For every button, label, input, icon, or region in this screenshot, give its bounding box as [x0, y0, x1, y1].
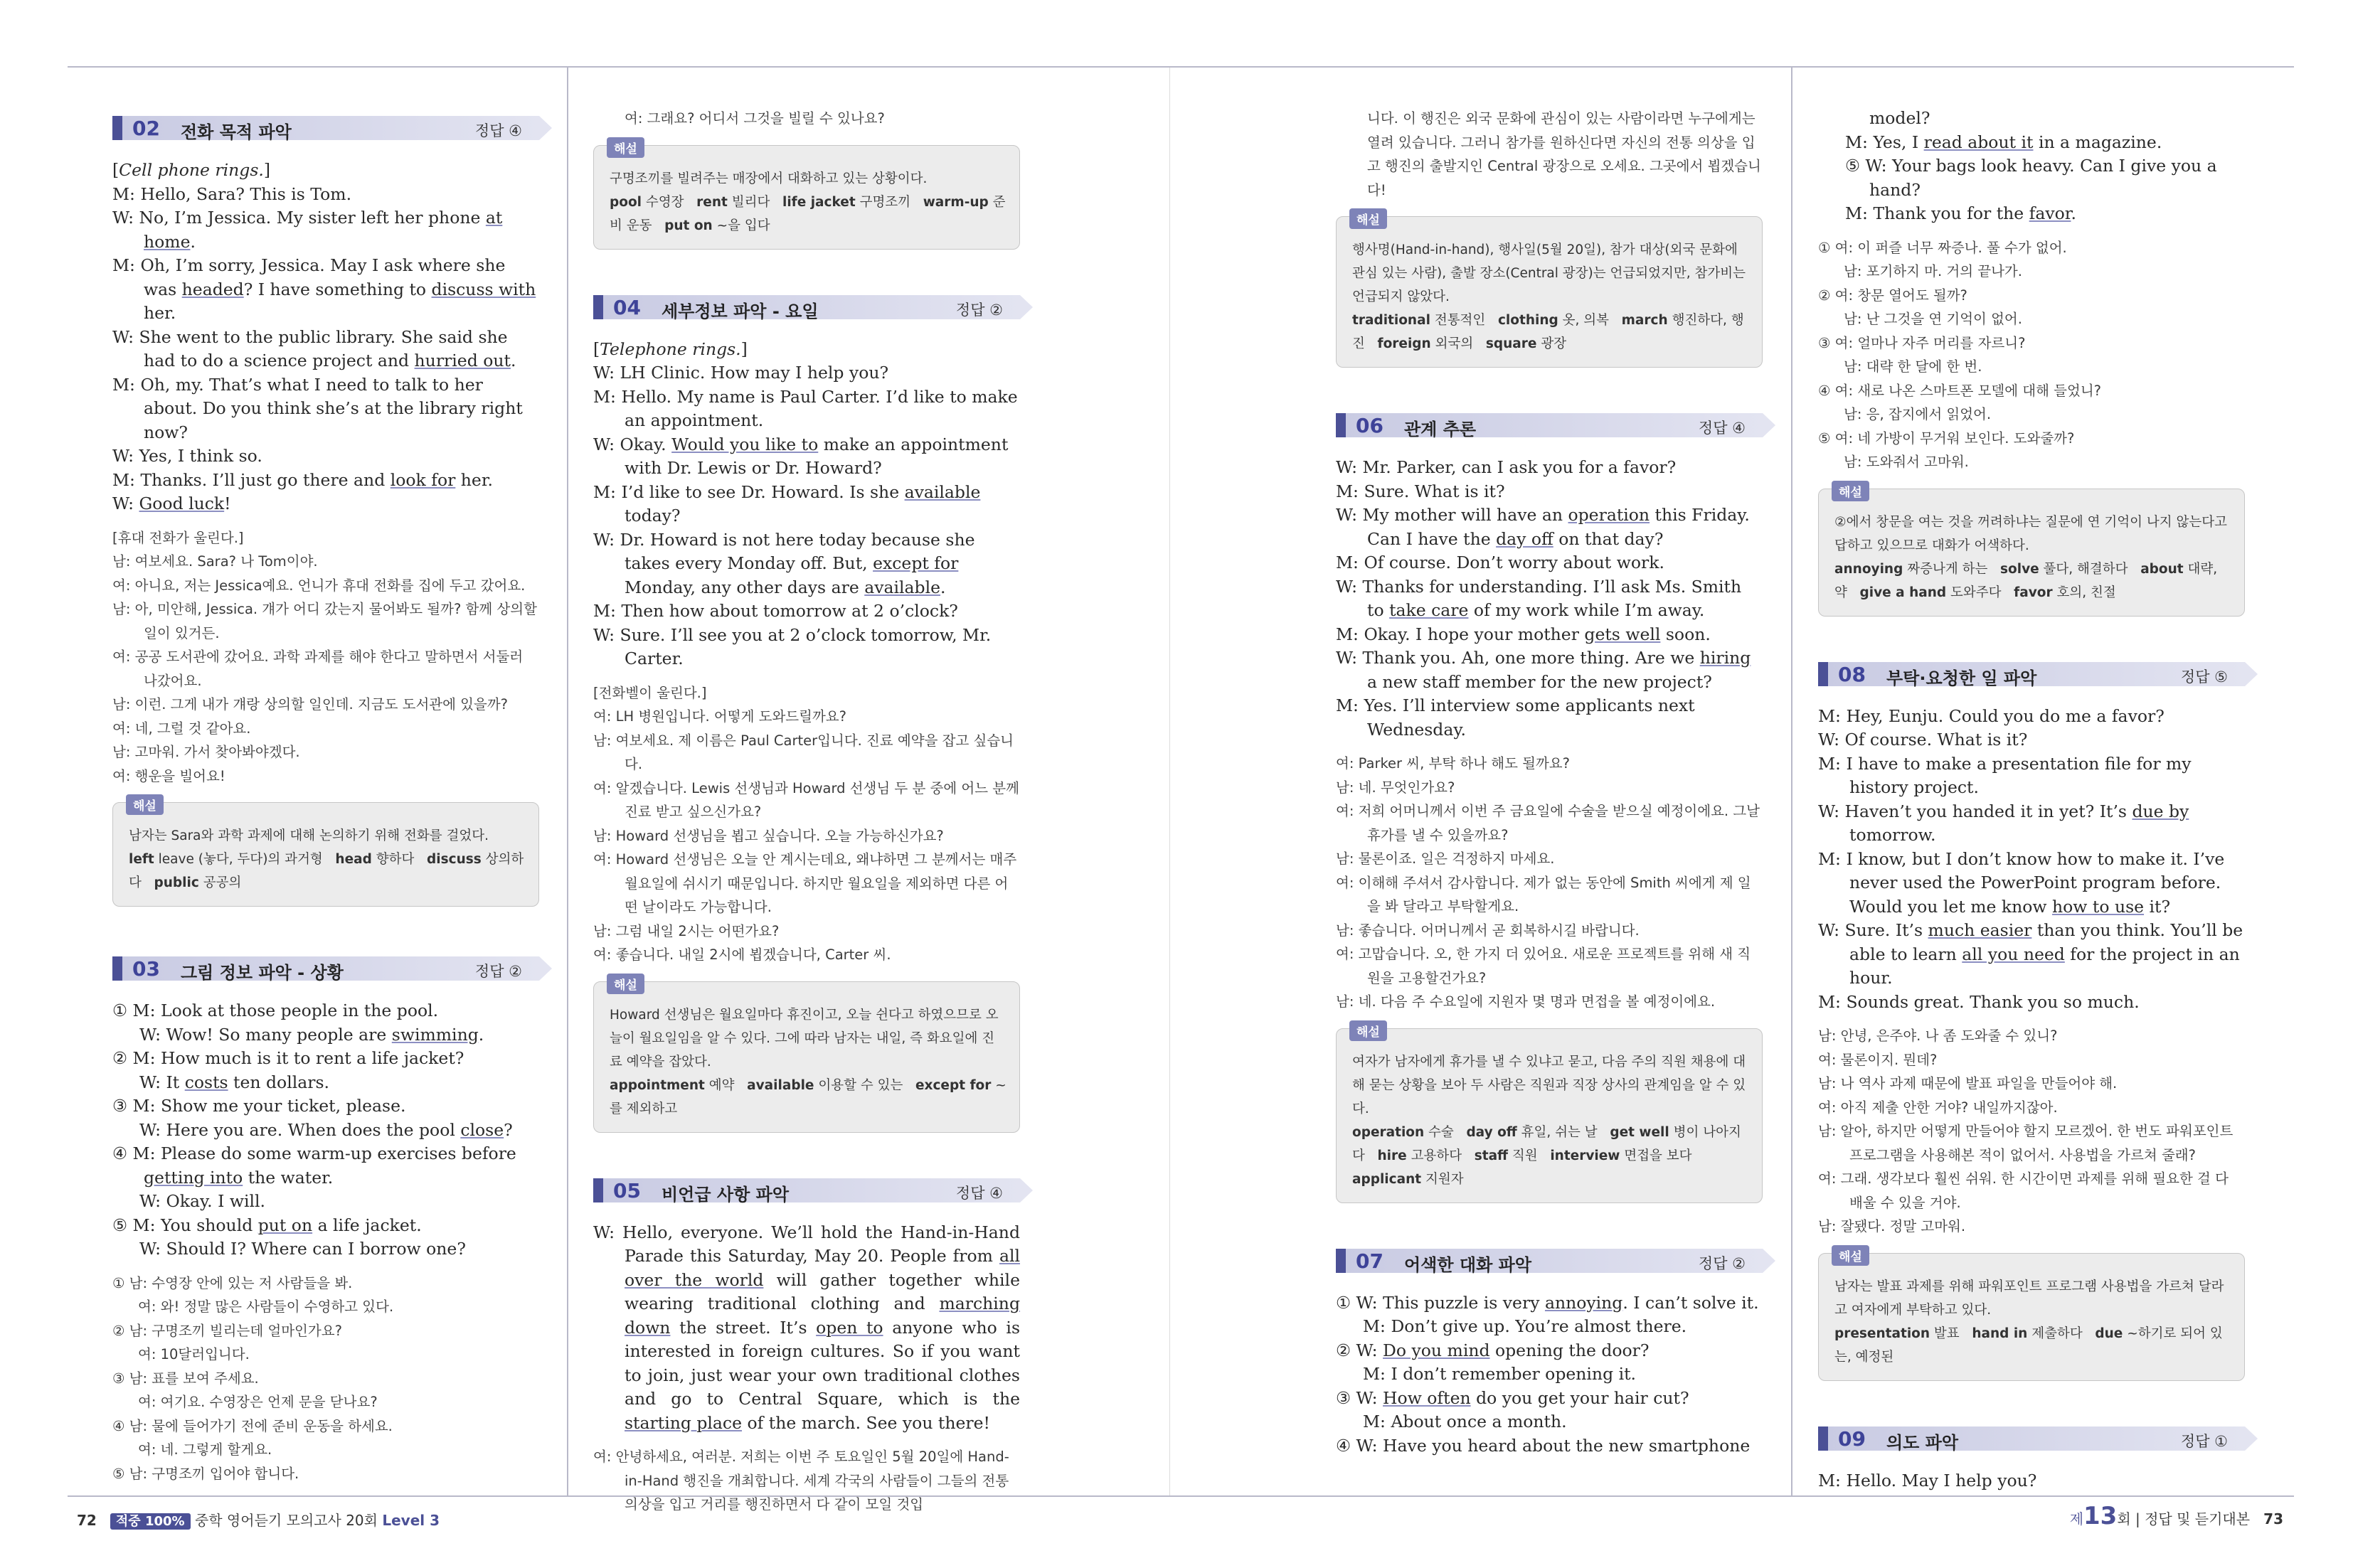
column-1: [112, 103, 539, 1486]
sec08-script: [1818, 705, 2245, 1015]
column-divider-left: [567, 68, 568, 1495]
script-line: 남: 여보세요. 제 이름은 Paul Carter입니다. 진료 예약을 잡고 싶습니다.: [593, 732, 1014, 772]
script-line: W: Thank you. Ah, one more thing. Are we hiring a new staff member for the new project?: [1336, 648, 1751, 692]
script-line: ④ 남: 물에 들어가기 전에 준비 운동을 하세요.: [112, 1417, 393, 1434]
script-line: [휴대 전화가 울린다.]: [112, 529, 244, 546]
section-03-header: [112, 956, 539, 981]
sec04-script: [593, 338, 1020, 671]
script-line: M: Thanks. I’ll just go there and look for her.: [112, 469, 493, 490]
explanation-tag: 해설: [1349, 1020, 1387, 1041]
script-line: W: No, I’m Jessica. My sister left her phone at home.: [112, 208, 503, 252]
script-line: M: Okay. I hope your mother gets well soon.: [1336, 624, 1711, 644]
sec06-script: [1336, 456, 1763, 742]
script-line: 남: Howard 선생님을 뵙고 싶습니다. 오늘 가능하신가요?: [593, 827, 944, 844]
script-line: M: I’d like to see Dr. Howard. Is she available today?: [593, 481, 981, 526]
sec03-script: [112, 999, 539, 1262]
section-title: 관계 추론: [1404, 420, 1477, 439]
script-line: 여: Howard 선생님은 오늘 안 계시는데요, 왜냐하면 그 분께서는 매주 월요일에 쉬시기 때문입니다. 하지만 월요일을 제외하면 다른 어떤 날이라도 가능합니다.: [593, 851, 1017, 915]
script-line: M: Yes, I read about it in a magazine.: [1845, 132, 2162, 152]
vocab-list: presentation 발표 hand in 제출하다 due ~하기로 되어 있는, 예정된: [1834, 1326, 2223, 1365]
script-line: W: Dr. Howard is not here today because she takes every Monday off. But, except for Monday, any other days are available.: [593, 529, 975, 597]
script-line: 여: 물론이지. 뭔데?: [1818, 1051, 1938, 1068]
section-title: 어색한 대화 파악: [1404, 1254, 1531, 1275]
script-line: 남: 알아, 하지만 어떻게 만들어야 할지 모르겠어. 한 번도 파워포인트 프로그램을 사용해본 적이 없어서. 사용법을 가르쳐 줄래?: [1818, 1123, 2234, 1163]
script-line: 여: Parker 씨, 부탁 하나 해도 될까요?: [1336, 755, 1570, 772]
script-line: model?: [1869, 108, 1930, 128]
page-number-left: 72: [77, 1512, 97, 1529]
section-number: 05: [613, 1178, 641, 1202]
script-line: 여: 저희 어머니께서 이번 주 금요일에 수술을 받으실 예정이에요. 그날 휴가를 낼 수 있을까요?: [1336, 803, 1760, 843]
section-number: 07: [1356, 1249, 1383, 1273]
script-line: [Cell phone rings.]: [112, 160, 271, 180]
answer-label: 정답 ⑤: [2180, 668, 2228, 686]
section-number: 04: [613, 295, 641, 319]
script-line: 여: 고맙습니다. 오, 한 가지 더 있어요. 새로운 프로젝트를 위해 새 직원을 고용할건가요?: [1336, 946, 1751, 986]
script-line: M: Of course. Don’t worry about work.: [1336, 553, 1664, 572]
script-line: [Telephone rings.]: [593, 338, 748, 359]
script-line: 여: 안녕하세요, 여러분. 저희는 이번 주 토요일인 5월 20일에 Hand-in-Hand 행진을 개최합니다. 세계 각국의 사람들이 그들의 전통 의상을 입고 거리를 행진하면서 다 같이 모일 것입: [593, 1449, 1009, 1513]
section-title: 부탁·요청한 일 파악: [1886, 668, 2037, 688]
script-line: 남: 도와줘서 고마워.: [1844, 454, 1969, 470]
script-line: ③ M: Show me your ticket, please.: [112, 1096, 406, 1116]
explanation-tag: 해설: [1349, 208, 1387, 229]
explanation-box-06: [1336, 1025, 1763, 1203]
script-line: 남: 대략 한 달에 한 번.: [1844, 358, 1982, 375]
script-line: 여: 공공 도서관에 갔어요. 과학 과제를 해야 한다고 말하면서 서둘러 나갔어요.: [112, 649, 524, 689]
script-line: 남: 물론이죠. 일은 걱정하지 마세요.: [1336, 850, 1555, 867]
script-line: W: Sure. It’s much easier than you think. You’ll be able to learn all you need for the project in an hour.: [1818, 920, 2243, 988]
explanation-box-02: [112, 799, 539, 907]
column-3: [1336, 107, 1763, 1458]
script-line: M: I don’t remember opening it.: [1363, 1364, 1637, 1384]
vocab-list: appointment 예약 available 이용할 수 있는 except for ~를 제외하고: [610, 1077, 1006, 1116]
script-line: M: I have to make a presentation file for my history project.: [1818, 753, 2192, 797]
explanation-text: 구명조끼를 빌려주는 매장에서 대화하고 있는 상황이다.: [610, 171, 928, 186]
vocab-list: pool 수영장 rent 빌리다 life jacket 구명조끼 warm-up 준비 운동 put on ~을 입다: [610, 194, 1006, 233]
script-line: W: Okay. I will.: [139, 1191, 265, 1211]
script-line: 남: 그럼 내일 2시는 어떤가요?: [593, 922, 780, 939]
explanation-box-08: [1818, 1249, 2245, 1381]
script-line: 여: 아니요, 저는 Jessica예요. 언니가 휴대 전화를 집에 두고 갔어요.: [112, 577, 526, 594]
section-04-header: [593, 295, 1020, 319]
script-line: 남: 포기하지 마. 거의 끝나가.: [1844, 263, 2022, 279]
script-line: W: Haven’t you handed it in yet? It’s due by tomorrow.: [1818, 801, 2189, 845]
script-line: M: Thank you for the favor.: [1845, 203, 2076, 223]
explanation-box-04: [593, 978, 1020, 1133]
section-07-header: [1336, 1249, 1763, 1273]
footer-right: [2070, 1502, 2283, 1530]
book-title: 중학 영어듣기 모의고사 20회: [194, 1512, 378, 1529]
script-line: 남: 나 역사 과제 때문에 발표 파일을 만들어야 해.: [1818, 1075, 2118, 1092]
vocab-list: annoying 짜증나게 하는 solve 풀다, 해결하다 about 대략, 약 give a hand 도와주다 favor 호의, 친절: [1834, 561, 2218, 600]
script-line: W: Okay. Would you like to make an appointment with Dr. Lewis or Dr. Howard?: [593, 434, 1009, 478]
script-line: ③ 남: 표를 보여 주세요.: [112, 1370, 259, 1387]
explanation-tag: 해설: [607, 137, 644, 158]
explanation-tag: 해설: [1832, 1245, 1869, 1266]
script-line: 남: 난 그것을 연 기억이 없어.: [1844, 311, 2022, 327]
sec08-translation: [1818, 1024, 2245, 1239]
vocab-list: traditional 전통적인 clothing 옷, 의복 march 행진하다, 행진 foreign 외국의 square 광장: [1352, 313, 1744, 351]
explanation-tag: 해설: [1832, 481, 1869, 501]
section-title: 의도 파악: [1886, 1432, 1959, 1453]
answer-label: 정답 ④: [1698, 420, 1746, 437]
script-line: 여: 10달러입니다.: [138, 1346, 250, 1362]
script-line: M: Hello. May I help you?: [1818, 1470, 2037, 1490]
answer-label: 정답 ①: [2180, 1432, 2228, 1450]
round-prefix: 제: [2069, 1510, 2084, 1527]
section-title: 세부정보 파악 - 요일: [662, 301, 819, 321]
script-line: M: Hey, Eunju. Could you do me a favor?: [1818, 705, 2165, 726]
script-line: ③ 여: 얼마나 자주 머리를 자르니?: [1818, 334, 2026, 351]
script-line: M: Sounds great. Thank you so much.: [1818, 991, 2140, 1012]
script-line: ④ W: Have you heard about the new smartphone: [1336, 1435, 1751, 1456]
explanation-box-07: [1818, 485, 2245, 617]
script-line: ⑤ 여: 네 가방이 무거워 보인다. 도와줄까?: [1818, 430, 2075, 447]
script-line: W: She went to the public library. She said she had to do a science project and hurried out.: [112, 326, 516, 370]
sec02-translation: [112, 526, 539, 789]
explanation-tag: 해설: [126, 794, 164, 815]
section-09-header: [1818, 1426, 2245, 1451]
explanation-text: Howard 선생님은 월요일마다 휴진이고, 오늘 쉰다고 하였으므로 오늘이 월요일임을 알 수 있다. 그에 따라 남자는 내일, 즉 화요일에 진료 예약을 잡았다.: [610, 1007, 999, 1070]
section-08-header: [1818, 662, 2245, 686]
series-badge: 적중 100%: [110, 1513, 191, 1530]
sec09-script: [1818, 1469, 2245, 1493]
script-line: 남: 좋습니다. 어머니께서 곧 회복하시길 바랍니다.: [1336, 922, 1640, 939]
script-line: 여: 아직 제출 안한 거야? 내일까지잖아.: [1818, 1099, 2058, 1116]
gutter: [1169, 68, 1170, 1495]
script-line: ⑤ W: Your bags look heavy. Can I give you a hand?: [1845, 156, 2217, 200]
answer-label: 정답 ④: [474, 122, 522, 139]
script-line: ① 여: 이 퍼즐 너무 짜증나. 풀 수가 없어.: [1818, 239, 2067, 256]
explanation-tag: 해설: [607, 974, 644, 994]
sec07-continued: [1818, 107, 2245, 226]
explanation-text: 행사명(Hand-in-hand), 행사일(5월 20일), 참가 대상(외국 문화에 관심 있는 사람), 출발 장소(Central 광장)는 언급되었지만, 참가비는 언급되지 않았다.: [1352, 242, 1746, 304]
section-number: 09: [1838, 1426, 1866, 1451]
section-05-header: [593, 1178, 1020, 1205]
script-line: 여: 알겠습니다. Lewis 선생님과 Howard 선생님 두 분 중에 어느 분께 진료 받고 싶으신가요?: [593, 779, 1019, 820]
script-line: 여: 여기요. 수영장은 언제 문을 닫나요?: [138, 1394, 378, 1410]
sec05-translation: [593, 1445, 1020, 1517]
sec05-script: [593, 1221, 1020, 1436]
page-number-right: 73: [2263, 1510, 2283, 1527]
script-line: M: About once a month.: [1363, 1412, 1567, 1431]
script-line: W: Good luck!: [112, 494, 231, 513]
top-rule: [68, 66, 2294, 68]
script-line: 여: 행운을 빌어요!: [112, 767, 225, 784]
column-divider-right: [1791, 68, 1792, 1495]
script-line: ② M: How much is it to rent a life jacket?: [112, 1048, 464, 1068]
script-line: 남: 이런. 그게 내가 걔랑 상의할 일인데. 지금도 도서관에 있을까?: [112, 696, 509, 713]
section-label: 회 | 정답 및 듣기대본: [2117, 1510, 2251, 1527]
script-line: M: Hello. My name is Paul Carter. I’d like to make an appointment.: [593, 386, 1018, 430]
explanation-text: ②에서 창문을 여는 것을 꺼려하냐는 질문에 연 기억이 나지 않는다고 답하고 있으므로 대화가 어색하다.: [1834, 514, 2228, 553]
vocab-list: left leave (놓다, 두다)의 과거형 head 향하다 discuss 상의하다 public 공공의: [129, 852, 524, 890]
script-line: ④ M: Please do some warm-up exercises before getting into the water.: [112, 1143, 516, 1188]
script-line: W: Yes, I think so.: [112, 446, 262, 466]
script-line: W: Of course. What is it?: [1818, 730, 2028, 750]
script-line: 남: 아, 미안해, Jessica. 걔가 어디 갔는지 물어봐도 될까? 함께 상의할 일이 있거든.: [112, 601, 537, 641]
script-line: M: Oh, my. That’s what I need to talk to her about. Do you think she’s at the library right now?: [112, 374, 523, 442]
script-line: W: Sure. I’ll see you at 2 o’clock tomorrow, Mr. Carter.: [593, 624, 992, 668]
script-line: ① M: Look at those people in the pool.: [112, 1001, 439, 1020]
script-line: ② 여: 창문 열어도 될까?: [1818, 287, 1967, 304]
script-line: W: Mr. Parker, can I ask you for a favor?: [1336, 457, 1677, 477]
script-line: ② 남: 구명조끼 빌리는데 얼마인가요?: [112, 1322, 342, 1339]
explanation-box-03: [593, 142, 1020, 250]
script-line: 여: LH 병원입니다. 어떻게 도와드릴까요?: [593, 708, 846, 725]
script-line: M: Then how about tomorrow at 2 o’clock?: [593, 601, 958, 621]
script-line: 남: 잘됐다. 정말 고마워.: [1818, 1218, 1966, 1234]
script-line: ② W: Do you mind opening the door?: [1336, 1340, 1650, 1360]
script-line: ① W: This puzzle is very annoying. I can’t solve it.: [1336, 1292, 1759, 1313]
script-line: 남: 응, 잡지에서 읽었어.: [1844, 406, 1992, 422]
script-line: 여: 이해해 주셔서 감사합니다. 제가 없는 동안에 Smith 씨에게 제 일을 봐 달라고 부탁할게요.: [1336, 874, 1751, 914]
script-line: W: It costs ten dollars.: [139, 1072, 330, 1092]
level-label: Level 3: [382, 1512, 440, 1529]
answer-label: 정답 ②: [474, 963, 522, 980]
script-line: M: Yes. I’ll interview some applicants next Wednesday.: [1336, 695, 1695, 740]
sec03-translation: [112, 1271, 539, 1486]
explanation-text: 남자는 Sara와 과학 과제에 대해 논의하기 위해 전화를 걸었다.: [129, 828, 489, 843]
section-title: 전화 목적 파악: [181, 122, 292, 142]
bottom-rule: [68, 1495, 2294, 1497]
sec04-translation: [593, 681, 1020, 967]
script-line: W: Should I? Where can I borrow one?: [139, 1239, 466, 1259]
script-line: ③ W: How often do you get your hair cut?: [1336, 1387, 1689, 1408]
section-number: 02: [132, 117, 160, 140]
sec06-translation: [1336, 752, 1763, 1014]
footer-left: [77, 1509, 440, 1530]
column-4: [1818, 107, 2245, 1493]
sec02-script: [112, 159, 539, 516]
sec07-translation: [1818, 236, 2245, 474]
script-line: 여: 네, 그럴 것 같아요.: [112, 720, 251, 737]
script-line: 여: 네. 그렇게 할게요.: [138, 1441, 272, 1458]
sec07-script: [1336, 1291, 1763, 1458]
explanation-text: 남자는 발표 과제를 위해 파워포인트 프로그램 사용법을 가르쳐 달라고 여자에게 부탁하고 있다.: [1834, 1279, 2224, 1318]
section-02-header: [112, 116, 539, 140]
answer-label: 정답 ②: [955, 301, 1003, 319]
script-line: M: Oh, I’m sorry, Jessica. May I ask where she was headed? I have something to discuss with her.: [112, 255, 536, 323]
column-2: [593, 107, 1020, 1517]
script-line: M: Don’t give up. You’re almost there.: [1363, 1316, 1687, 1336]
section-title: 그림 정보 파악 - 상황: [181, 963, 344, 983]
script-line: ① 남: 수영장 안에 있는 저 사람들을 봐.: [112, 1274, 353, 1291]
script-line: 여: 그래. 생각보다 훨씬 쉬워. 한 시간이면 과제를 위해 필요한 걸 다 배울 수 있을 거야.: [1818, 1170, 2229, 1211]
section-06-header: [1336, 413, 1763, 437]
script-line: 여: 와! 정말 많은 사람들이 수영하고 있다.: [138, 1298, 394, 1315]
script-line: W: My mother will have an operation this Friday. Can I have the day off on that day?: [1336, 505, 1750, 549]
script-line: ④ 여: 새로 나온 스마트폰 모델에 대해 들었니?: [1818, 382, 2102, 399]
explanation-text: 여자가 남자에게 휴가를 낼 수 있냐고 묻고, 다음 주의 직원 채용에 대해 묻는 상황을 보아 두 사람은 직원과 직장 상사의 관계임을 알 수 있다.: [1352, 1054, 1746, 1116]
script-line: 남: 고마워. 가서 찾아봐야겠다.: [112, 744, 300, 760]
script-line: 남: 네. 다음 주 수요일에 지원자 몇 명과 면접을 볼 예정이에요.: [1336, 993, 1716, 1010]
script-line: 남: 여보세요. Sara? 나 Tom이야.: [112, 553, 318, 570]
explanation-box-05: [1336, 213, 1763, 368]
script-line: W: LH Clinic. How may I help you?: [593, 363, 889, 383]
vocab-list: operation 수술 day off 휴일, 쉬는 날 get well 병이 나아지다 hire 고용하다 staff 직원 interview 면접을 보다 applicant 지원자: [1352, 1124, 1741, 1187]
section-number: 06: [1356, 414, 1383, 437]
script-line: W: Hello, everyone. We’ll hold the Hand-in-Hand Parade this Saturday, May 20. People from all over the world will gather together while wearing traditional clothing and marching down the street. It’s open to anyone who is interested in foreign cultures. So if you want to join, just wear your own traditional clothes and go to Central Square, which is the starting place of the march. See you there!: [593, 1222, 1021, 1433]
continued-line: 니다. 이 행진은 외국 문화에 관심이 있는 사람이라면 누구에게는 열려 있습니다. 그러니 참가를 원하신다면 자신의 전통 의상을 입고 행진의 출발지인 Central 광장으로 오세요. 그곳에서 뵙겠습니다!: [1367, 110, 1761, 198]
script-line: W: Thanks for understanding. I’ll ask Ms. Smith to take care of my work while I’m away.: [1336, 576, 1742, 620]
script-line: M: Sure. What is it?: [1336, 481, 1505, 501]
script-line: 남: 안녕, 은주야. 나 좀 도와줄 수 있니?: [1818, 1028, 2058, 1044]
section-title: 비언급 사항 파악: [662, 1184, 789, 1205]
script-line: 남: 네. 무엇인가요?: [1336, 779, 1455, 796]
script-line: ⑤ M: You should put on a life jacket.: [112, 1215, 422, 1235]
script-line: M: I know, but I don’t know how to make it. I’ve never used the PowerPoint program before. Would you let me know how to use it?: [1818, 848, 2225, 917]
script-line: ⑤ 남: 구명조끼 입어야 합니다.: [112, 1465, 299, 1482]
script-line: 여: 좋습니다. 내일 2시에 뵙겠습니다, Carter 씨.: [593, 946, 891, 963]
script-line: [전화벨이 울린다.]: [593, 684, 707, 701]
script-line: M: Hello, Sara? This is Tom.: [112, 183, 352, 204]
answer-label: 정답 ②: [1698, 1254, 1746, 1272]
section-number: 08: [1838, 662, 1866, 686]
section-number: 03: [132, 957, 160, 981]
round-number: 13: [2083, 1502, 2118, 1530]
script-line: W: Here you are. When does the pool close?: [139, 1119, 513, 1140]
continued-line: 여: 그래요? 어디서 그것을 빌릴 수 있나요?: [625, 110, 885, 127]
answer-label: 정답 ④: [955, 1184, 1003, 1202]
script-line: W: Wow! So many people are swimming.: [139, 1024, 484, 1045]
